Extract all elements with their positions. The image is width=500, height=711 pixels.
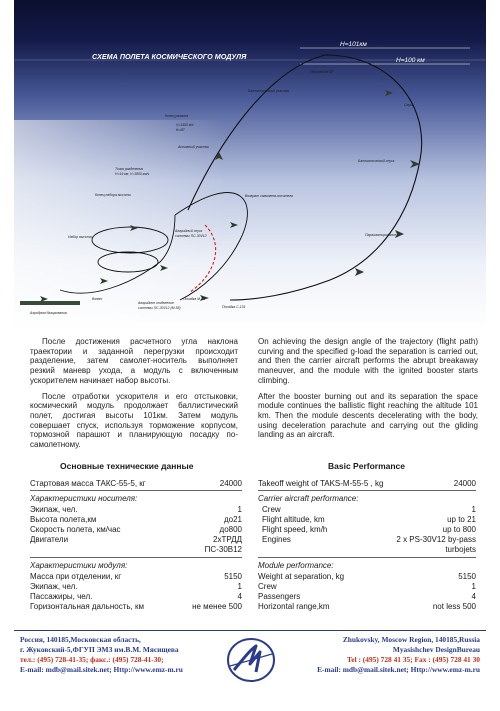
label-velocity: V=1450 м/с — [176, 123, 194, 127]
label-active: Активный участок — [178, 145, 209, 149]
footer-ru-line1: Россия, 140185,Московская область, — [20, 635, 141, 644]
perf-ru-carrier-row: Экипаж, чел. 1 — [30, 505, 242, 514]
perf-en-module-row: Passengers 4 — [258, 592, 476, 601]
perf-en-module-title: Module performance: — [258, 561, 334, 570]
label-carrier-system: Аварийный спуск — [175, 229, 203, 233]
footer-en-tel: Tel : (495) 728 41 35; Fax : (495) 728 41 30 — [347, 655, 480, 664]
perf-en-carrier-row: Engines 2 x PS-30V12 by-pass — [262, 535, 476, 544]
label-ballistic: Баллистический участок — [248, 89, 290, 93]
label-emergency-sep: Аварийное отделение — [138, 301, 174, 305]
label-system-ps: системы ПС-30V12 — [175, 234, 207, 238]
footer-en-email[interactable]: E-mail: mdb@mail.sitek.net; Http://www.emz-m.ru — [317, 665, 480, 674]
label-airfield: Аэродром базирования — [30, 311, 67, 315]
perf-en-carrier-title: Carrier aircraft performance: — [258, 494, 359, 503]
perf-ru-mass-row — [30, 479, 242, 489]
altitude-top-label: H=101км — [340, 41, 367, 48]
perf-en-carrier-row: Flight altitude, km up to 21 — [262, 515, 476, 524]
perf-ru-carrier-row: ПС-30В12 — [204, 545, 242, 554]
diagram-title: СХЕМА ПОЛЕТА КОСМИЧЕСКОГО МОДУЛЯ — [92, 52, 247, 61]
footer-en — [290, 635, 480, 675]
perf-en-mass-row — [258, 479, 476, 489]
perf-ru-carrier-title: Характеристики носителя: — [30, 494, 138, 503]
label-mode-start: Конец разгона — [165, 114, 189, 118]
perf-en-mass-label: Takeoff weight of TAKS-M-55-5 , kg — [258, 479, 384, 488]
perf-ru-carrier-row: Высота полета,км до21 — [30, 515, 242, 524]
perf-ru-mass-label: Стартовая масса ТАКС-55-5, кг — [30, 479, 146, 488]
description-en-p1: On achieving the design angle of the trajectory (flight path) curving and the specified g-load the separation is carried out, and then the carrier aircraft performs the abrupt breakaway maneuver, and the module with the ignited booster starts climbing. — [258, 337, 478, 385]
label-ballistic-flight: Баллистический спуск — [358, 159, 395, 163]
label-apogee: Перигей на 30° — [310, 70, 335, 74]
label-theta: θ=45° — [176, 128, 185, 132]
label-climb-start: Конец набора высоты — [95, 193, 131, 197]
perf-en-carrier-row: turbojets — [445, 545, 476, 554]
perf-ru-module-row: Горизонтальная дальность, км не менее 500 — [30, 602, 242, 611]
footer-ru-line2: г. Жуковский-5,ФГУП ЭМЗ им.В.М. Мясищева — [20, 645, 179, 654]
footer-ru-tel: тел.: (495) 728-41-35; факс.: (495) 728-41-30; — [20, 655, 164, 664]
label-module-m55: Посадка М-55 — [183, 297, 205, 301]
footer-ru — [20, 635, 210, 675]
perf-ru-module-title: Характеристики модуля: — [30, 561, 128, 570]
perf-en-title: Basic Performance — [328, 461, 406, 471]
perf-en-module-row: Crew 1 — [258, 582, 476, 591]
perf-ru-title: Основные технические данные — [60, 461, 194, 471]
description-ru-p2: После отработки ускорителя и его отстыковки, космический модуль продолжает баллистический полет, достигая высоты 101км. Затем модуль совершает спуск, используя торможение корпусом, тормозной парашют и планирующую посадку по-самолетному. — [30, 391, 238, 450]
perf-ru-carrier-row: Двигатели 2хТРДД — [30, 535, 242, 544]
altitude-100-label: H=100 км — [396, 57, 425, 64]
perf-ru-module-row: Экипаж, чел. 1 — [30, 582, 242, 591]
label-separation-hv: H=19 км; V=1800 км/ч — [115, 172, 150, 176]
description-ru — [30, 337, 238, 456]
description-ru-p1: После достижения расчетного угла наклона траектории и заданной перегрузки происходит разделение, затем самолет-носитель выполняет резкий маневр ухода, а модуль с включенным ускорителем начинает набор высоты. — [30, 337, 238, 385]
label-landing-c101: Посадка С-101 — [222, 305, 246, 309]
perf-ru-module-row: Масса при отделении, кг 5150 — [30, 572, 242, 581]
perf-ru-module-row: Пассажиры, чел. 4 — [30, 592, 242, 601]
runway — [20, 301, 80, 305]
footer-divider — [14, 630, 486, 631]
myasishchev-logo-icon — [226, 636, 276, 684]
label-carrier-return: Возврат самолета-носителя — [245, 194, 293, 198]
label-descent: Спуск — [404, 103, 414, 107]
description-en-p2: After the booster burning out and its separation the space module continues the ballistic flight reaching the altitude 101 km. Then the module descents decelerating with the body, using deceleration parachute and carrying out the gliding landing as an aircraft. — [258, 391, 478, 440]
perf-en-carrier-row: Flight speed, km/h up to 800 — [262, 525, 476, 534]
perf-en-carrier-row: Crew 1 — [262, 505, 476, 514]
label-takeoff: Взлет — [92, 297, 103, 301]
flight-scheme-diagram — [0, 0, 500, 330]
footer-ru-email[interactable]: E-mail: mdb@mail.sitek.net; Http://www.emz-m.ru — [20, 665, 183, 674]
perf-ru-carrier-row: Скорость полета, км/час до800 — [30, 525, 242, 534]
description-en — [258, 337, 478, 446]
perf-ru-mass-value: 24000 — [219, 479, 242, 488]
label-separation-point: Точка разделения — [115, 167, 144, 171]
footer-en-line2: Myasishchev DesignBureau — [392, 645, 480, 654]
perf-en-mass-value: 24000 — [453, 479, 476, 488]
perf-en-module-row: Horizontal range,km not less 500 — [258, 602, 476, 611]
label-parachute: Парашютирование — [365, 233, 397, 237]
label-emergency-sys: системы ПС-30V12 (М-55) — [138, 306, 181, 310]
perf-en-module-row: Weight at separation, kg 5150 — [258, 572, 476, 581]
footer-en-line1: Zhukovsky, Moscow Region, 140185,Russia — [342, 635, 480, 644]
label-module-climb: Набор высоты — [68, 235, 93, 239]
